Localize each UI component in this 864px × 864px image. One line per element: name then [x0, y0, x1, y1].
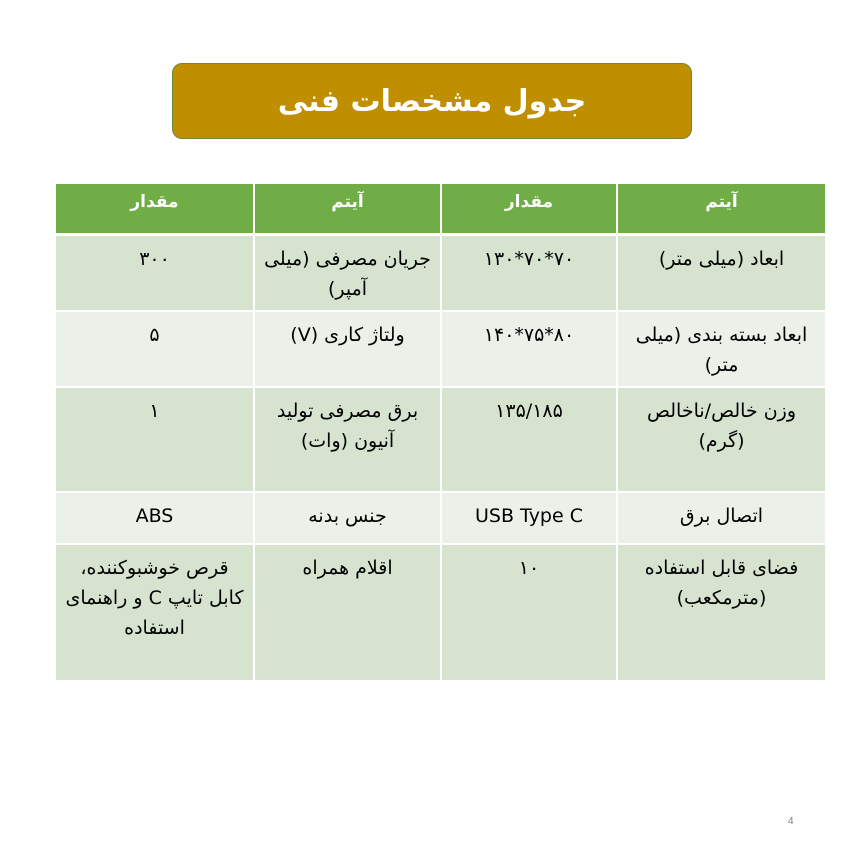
header-item-2: آیتم: [254, 184, 441, 234]
table-cell: اقلام همراه: [254, 544, 441, 681]
spec-table: [54, 184, 827, 682]
table-cell: فضای قابل استفاده (مترمکعب): [617, 544, 826, 681]
table-row: [55, 544, 826, 681]
table-cell: ابعاد بسته بندی (میلی متر): [617, 311, 826, 387]
title-banner: [172, 63, 692, 139]
header-value-1: مقدار: [441, 184, 617, 234]
table-cell: وزن خالص/ناخالص (گرم): [617, 387, 826, 492]
table-cell: ۱۴۰*۷۵*۸۰: [441, 311, 617, 387]
page-title: جدول مشخصات فنی: [277, 83, 587, 119]
table-cell: ۵: [55, 311, 254, 387]
table-cell: ABS: [55, 492, 254, 544]
header-item-1: آیتم: [617, 184, 826, 234]
table-cell: جنس بدنه: [254, 492, 441, 544]
table-cell: USB Type C: [441, 492, 617, 544]
table-cell: ابعاد (میلی متر): [617, 234, 826, 311]
page-number: 4: [788, 816, 794, 827]
header-value-2: مقدار: [55, 184, 254, 234]
table-cell: ۳۰۰: [55, 234, 254, 311]
table-row: [55, 492, 826, 544]
table-cell: ولتاژ کاری (V): [254, 311, 441, 387]
table-cell: اتصال برق: [617, 492, 826, 544]
table-row: [55, 387, 826, 492]
table-header-row: [55, 184, 826, 234]
table-cell: ۱: [55, 387, 254, 492]
table-row: [55, 311, 826, 387]
table-cell: قرص خوشبوکننده، کابل تایپ C و راهنمای استفاده: [55, 544, 254, 681]
table-cell: ۱۳۰*۷۰*۷۰: [441, 234, 617, 311]
table-cell: برق مصرفی تولید آنیون (وات): [254, 387, 441, 492]
table-cell: ۱۰: [441, 544, 617, 681]
table-cell: ۱۳۵/۱۸۵: [441, 387, 617, 492]
table-cell: جریان مصرفی (میلی آمپر): [254, 234, 441, 311]
table-row: [55, 234, 826, 311]
